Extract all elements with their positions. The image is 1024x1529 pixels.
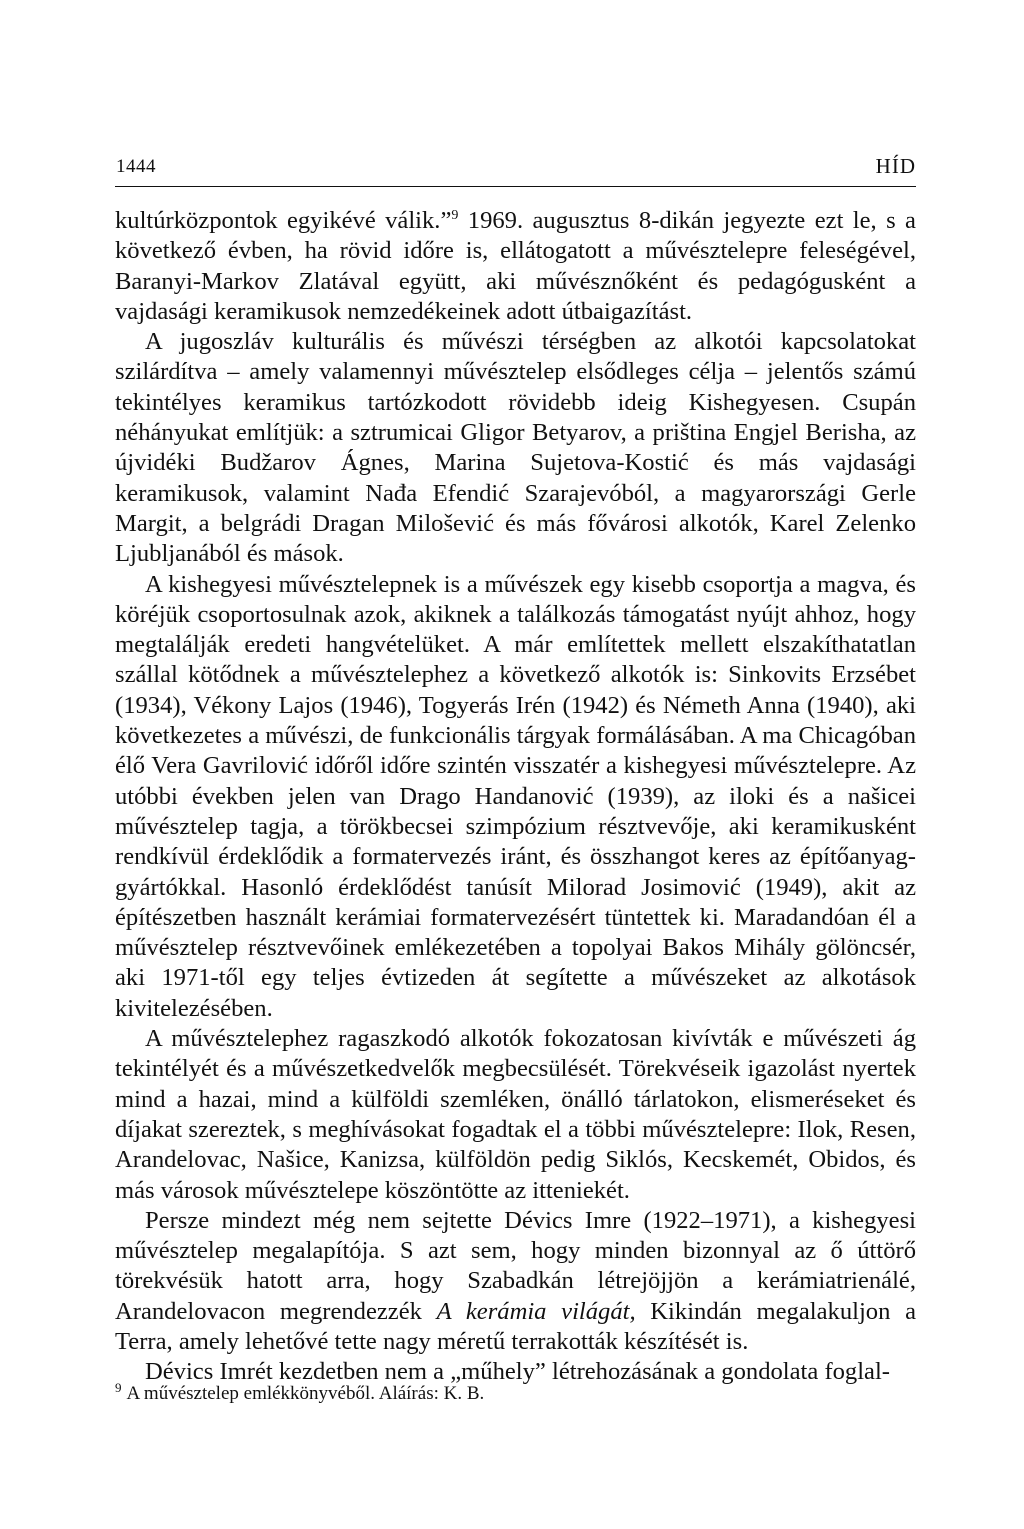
paragraph-1-start: kultúrközpontok egyikévé válik.” <box>115 207 452 234</box>
footnote-reference: 9 <box>451 207 459 223</box>
footnote-mark: 9 <box>115 1379 122 1395</box>
body-text <box>115 206 916 1388</box>
page-number: 1444 <box>116 156 156 177</box>
paragraph-1 <box>115 206 916 327</box>
paragraph-5-rest: Kikindán megalakuljon a Terra, amely lehetővé tette nagy méretű terrakották készítését is. <box>115 1297 916 1355</box>
running-title: HÍD <box>875 154 916 178</box>
footnote-text: A művésztelep emlékkönyvéből. Aláírás: K. B. <box>126 1383 485 1404</box>
paragraph-2: A jugoszláv kulturális és művészi térségben az alkotói kapcsolatokat szilárdítva – amely valamennyi művésztelep elsődleges célja – jelentős számú tekintélyes keramikus tartózkodott rövidebb ideig Kishegyesen. Csupán néhányukat említjük: a sztrumicai Gligor Betyarov, a priština Engjel Berisha, az újvidéki Budžarov Ágnes, Marina Sujetova-Kostić és más vajdasági keramikusok, valamint Nađa Efendić Szarajevóból, a magyarországi Gerle Margit, a belgrádi Dragan Milošević és más fővárosi alkotók, Karel Zelenko Ljubljanából és mások. <box>115 328 916 568</box>
paragraph-5-start: Persze mindezt még nem sejtette Dévics Imre (1922–1971), a kishegyesi művésztelep megalapítója. S azt sem, hogy minden bizonnyal az ő úttörő törekvésük hatott arra, hogy Szabadkán létrejöjjön a kerámiatrienálé, Arandelovacon megrendezzék <box>115 1206 916 1325</box>
paragraph-3: A kishegyesi művésztelepnek is a művészek egy kisebb csoportja a magva, és köréjük csoportosulnak azok, akiknek a találkozás támogatást nyújt ahhoz, hogy megtalálják eredeti hangvételüket. A már említettek mellett elszakíthatatlan szállal kötődnek a művésztelephez a következő alkotók is: Sinkovits Erzsébet (1934), Vékony Lajos (1946), Togyerás Irén (1942) és Németh Anna (1940), aki következetes a művészi, de funkcionális tárgyak formálásában. A ma Chicagóban élő Vera Gavrilović időről időre szintén visszatér a kishegyesi művésztelepre. Az utóbbi években jelen van Drago Handanović (1939), az iloki és a našicei művésztelep tagja, a törökbecsei szimpózium résztvevője, aki keramikusként rendkívül érdeklődik a formatervezés iránt, és összhangot keres az építőanyag-gyártókkal. Hasonló érdeklődést tanúsít Milorad Josimović (1949), akit az építészetben használt kerámiai formatervezésért tüntettek ki. Maradandóan él a művésztelep résztvevőinek emlékezetében a topolyai Bakos Mihály gölöncsér, aki 1971-től egy teljes évtizeden át segítette a művészeket az alkotások kivitelezésében. <box>115 570 916 1022</box>
italic-title: A kerámia világát, <box>436 1297 636 1325</box>
paragraph-6: Dévics Imrét kezdetben nem a „műhely” létrehozásának a gondolata foglal- <box>145 1358 890 1386</box>
paragraph-1-rest: 1969. augusztus 8-dikán jegyezte ezt le, s a következő évben, ha rövid időre is, ellátogatott a művésztelepre feleségével, Baranyi-Markov Zlatával együtt, aki művésznőként és pedagógusként a vajdasági keramikusok nemzedékeinek adott útbaigazítást. <box>115 207 916 325</box>
page-header <box>115 154 916 187</box>
footnote <box>115 1379 916 1406</box>
paragraph-5 <box>115 1206 916 1357</box>
paragraph-4: A művésztelephez ragaszkodó alkotók fokozatosan kivívták e művészeti ág tekintélyét és a művészetkedvelők megbecsülését. Törekvéseik igazolást nyertek mind a hazai, mind a külföldi szemléken, önálló tárlatokon, elismeréseket és díjakat szereztek, s meghívásokat fogadtak el a többi művésztelepre: Ilok, Resen, Arandelovac, Našice, Kanizsa, külföldön pedig Siklós, Kecskemét, Obidos, és más városok művésztelepe köszöntötte az itteniekét. <box>115 1025 916 1204</box>
